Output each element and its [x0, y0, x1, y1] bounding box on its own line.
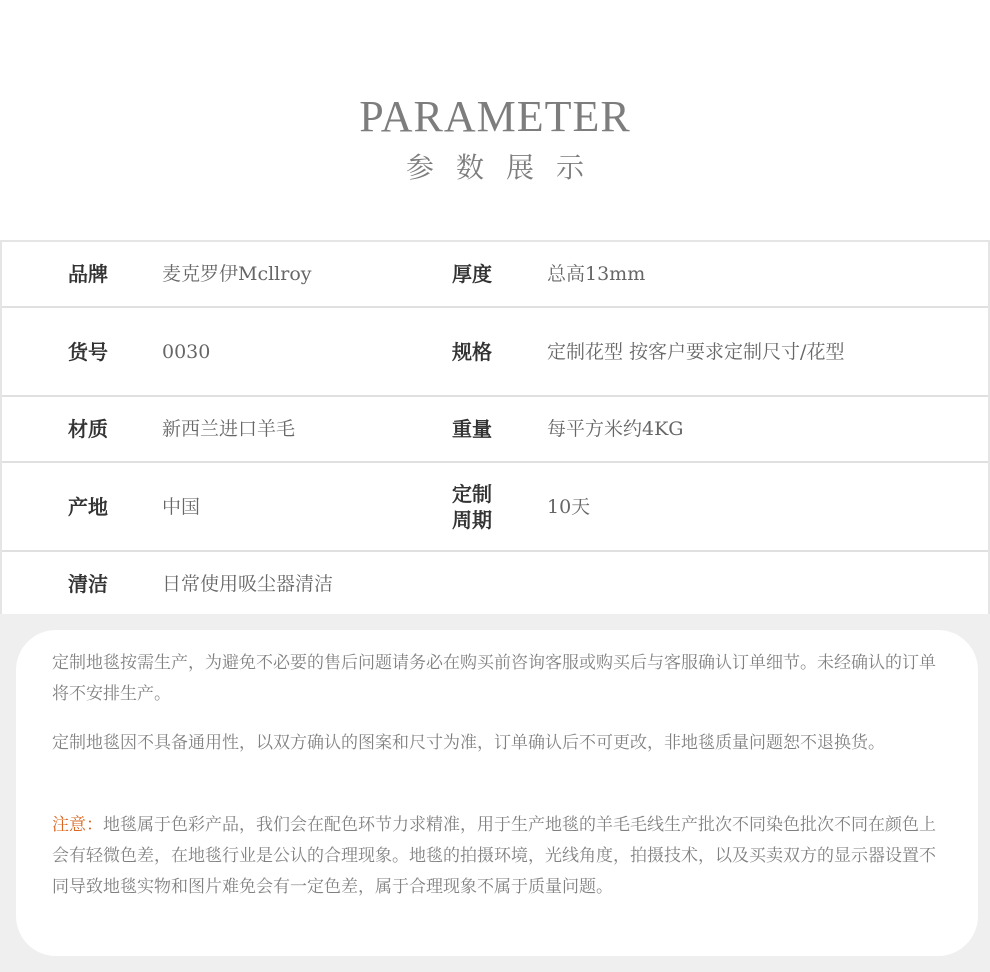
- param-label-spec: 规格: [452, 339, 492, 364]
- param-value-brand: 麦克罗伊Mcllroy: [162, 263, 312, 285]
- param-value-lead-time: 10天: [547, 495, 591, 518]
- param-label-origin: 产地: [68, 494, 108, 519]
- param-value-spec: 定制花型 按客户要求定制尺寸/花型: [547, 340, 845, 363]
- note-warning-text: 地毯属于色彩产品，我们会在配色环节力求精准，用于生产地毯的羊毛毛线生产批次不同染色批次不同在颜色上会有轻微色差，在地毯行业是公认的合理现象。地毯的拍摄环境，光线角度，拍摄技术，以及买卖双方的显示器设置不同导致地毯实物和图片难免会有一定色差，属于合理现象不属于质量问题。: [52, 815, 936, 897]
- param-value-thickness: 总高13mm: [547, 263, 646, 285]
- param-value-material: 新西兰进口羊毛: [162, 418, 296, 440]
- param-value-item-no: 0030: [162, 340, 211, 363]
- param-value-origin: 中国: [162, 495, 201, 518]
- param-label-weight: 重量: [452, 417, 492, 441]
- note-warning-label: 注意：: [52, 815, 103, 835]
- param-label-thickness: 厚度: [452, 262, 492, 286]
- param-value-cleaning: 日常使用吸尘器清洁: [162, 573, 334, 595]
- param-label-lead-time-line2: 周期: [452, 507, 492, 532]
- note-custom-production: 定制地毯按需生产，为避免不必要的售后问题请务必在购买前咨询客服或购买后与客服确认订单细节。未经确认的订单将不安排生产。: [52, 653, 936, 704]
- table-row: [2, 552, 988, 616]
- parameter-table: [0, 240, 990, 614]
- title-chinese: 参数展示: [405, 151, 606, 184]
- table-row: [2, 463, 988, 552]
- table-row: [2, 242, 988, 308]
- param-label-material: 材质: [68, 417, 108, 441]
- title-english: PARAMETER: [359, 92, 631, 141]
- param-value-weight: 每平方米约4KG: [547, 418, 684, 440]
- param-label-lead-time: [452, 481, 502, 533]
- note-color-difference: [52, 810, 952, 903]
- notes-card: [16, 630, 978, 956]
- page-header: [0, 0, 990, 240]
- param-label-brand: 品牌: [68, 262, 108, 286]
- table-row: [2, 308, 988, 397]
- note-no-return: 定制地毯因不具备通用性，以双方确认的图案和尺寸为准，订单确认后不可更改，非地毯质量问题恕不退换货。: [52, 733, 885, 753]
- param-label-item-no: 货号: [68, 339, 108, 364]
- param-label-lead-time-line1: 定制: [452, 481, 492, 506]
- param-label-cleaning: 清洁: [68, 572, 108, 596]
- table-row: [2, 397, 988, 463]
